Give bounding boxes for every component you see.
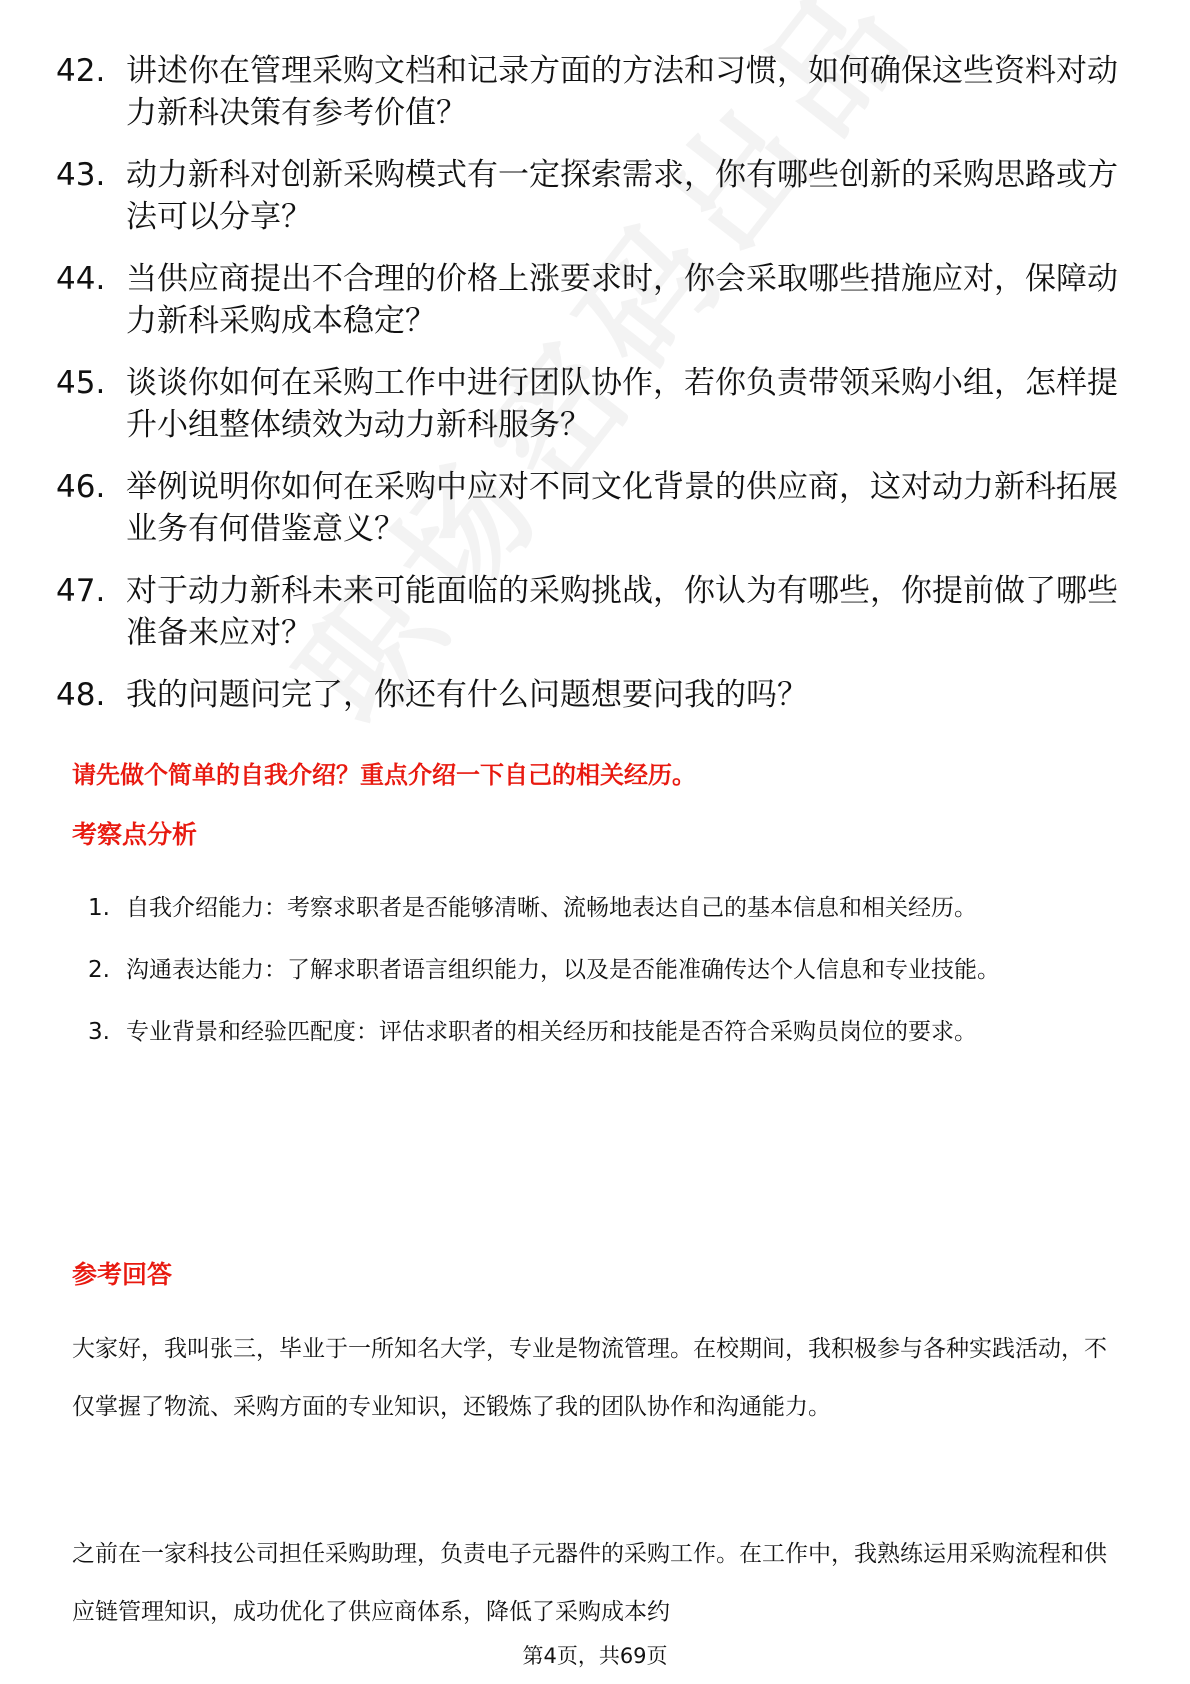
- question-text: 举例说明你如何在采购中应对不同文化背景的供应商，这对动力新科拓展业务有何借鉴意义？: [126, 469, 1118, 547]
- question-number: 47.: [56, 573, 106, 609]
- analysis-number: 2.: [88, 957, 110, 983]
- question-number: 44.: [56, 261, 106, 297]
- question-text: 讲述你在管理采购文档和记录方面的方法和习惯，如何确保这些资料对动力新科决策有参考价值？: [126, 53, 1118, 131]
- highlight-question: 请先做个简单的自我介绍？重点介绍一下自己的相关经历。: [72, 761, 696, 789]
- analysis-item: [88, 880, 1118, 936]
- analysis-list: [88, 880, 1118, 1066]
- question-item: [56, 258, 1136, 342]
- question-item: [56, 362, 1136, 446]
- analysis-number: 3.: [88, 1019, 110, 1045]
- question-item: [56, 466, 1136, 550]
- question-text: 我的问题问完了，你还有什么问题想要问我的吗？: [126, 677, 808, 713]
- analysis-title: 考察点分析: [72, 820, 198, 849]
- analysis-item: [88, 942, 1118, 998]
- question-number: 43.: [56, 157, 106, 193]
- analysis-item: [88, 1004, 1118, 1060]
- answer-paragraph: 之前在一家科技公司担任采购助理，负责电子元器件的采购工作。在工作中，我熟练运用采购流程和供应链管理知识，成功优化了供应商体系，降低了采购成本约: [72, 1541, 1107, 1625]
- question-number: 45.: [56, 365, 106, 401]
- answer-title: 参考回答: [72, 1260, 173, 1289]
- question-text: 对于动力新科未来可能面临的采购挑战，你认为有哪些，你提前做了哪些准备来应对？: [126, 573, 1118, 651]
- question-text: 动力新科对创新采购模式有一定探索需求，你有哪些创新的采购思路或方法可以分享？: [126, 157, 1118, 235]
- question-item: [56, 570, 1136, 654]
- analysis-text: 自我介绍能力：考察求职者是否能够清晰、流畅地表达自己的基本信息和相关经历。: [126, 895, 977, 921]
- analysis-text: 沟通表达能力：了解求职者语言组织能力，以及是否能准确传达个人信息和专业技能。: [126, 957, 1000, 983]
- question-text: 谈谈你如何在采购工作中进行团队协作，若你负责带领采购小组，怎样提升小组整体绩效为动力新科服务？: [126, 365, 1118, 443]
- question-item: [56, 154, 1136, 238]
- question-list: [56, 50, 1136, 736]
- question-text: 当供应商提出不合理的价格上涨要求时，你会采取哪些措施应对，保障动力新科采购成本稳定？: [126, 261, 1118, 339]
- question-item: [56, 50, 1136, 134]
- page-footer: 第4页，共69页: [522, 1644, 668, 1668]
- analysis-text: 专业背景和经验匹配度：评估求职者的相关经历和技能是否符合采购员岗位的要求。: [126, 1019, 977, 1045]
- analysis-number: 1.: [88, 895, 110, 921]
- question-number: 48.: [56, 677, 106, 713]
- answer-paragraph: 大家好，我叫张三，毕业于一所知名大学，专业是物流管理。在校期间，我积极参与各种实践活动，不仅掌握了物流、采购方面的专业知识，还锻炼了我的团队协作和沟通能力。: [72, 1336, 1107, 1420]
- question-number: 46.: [56, 469, 106, 505]
- question-item: [56, 674, 1136, 716]
- question-number: 42.: [56, 53, 106, 89]
